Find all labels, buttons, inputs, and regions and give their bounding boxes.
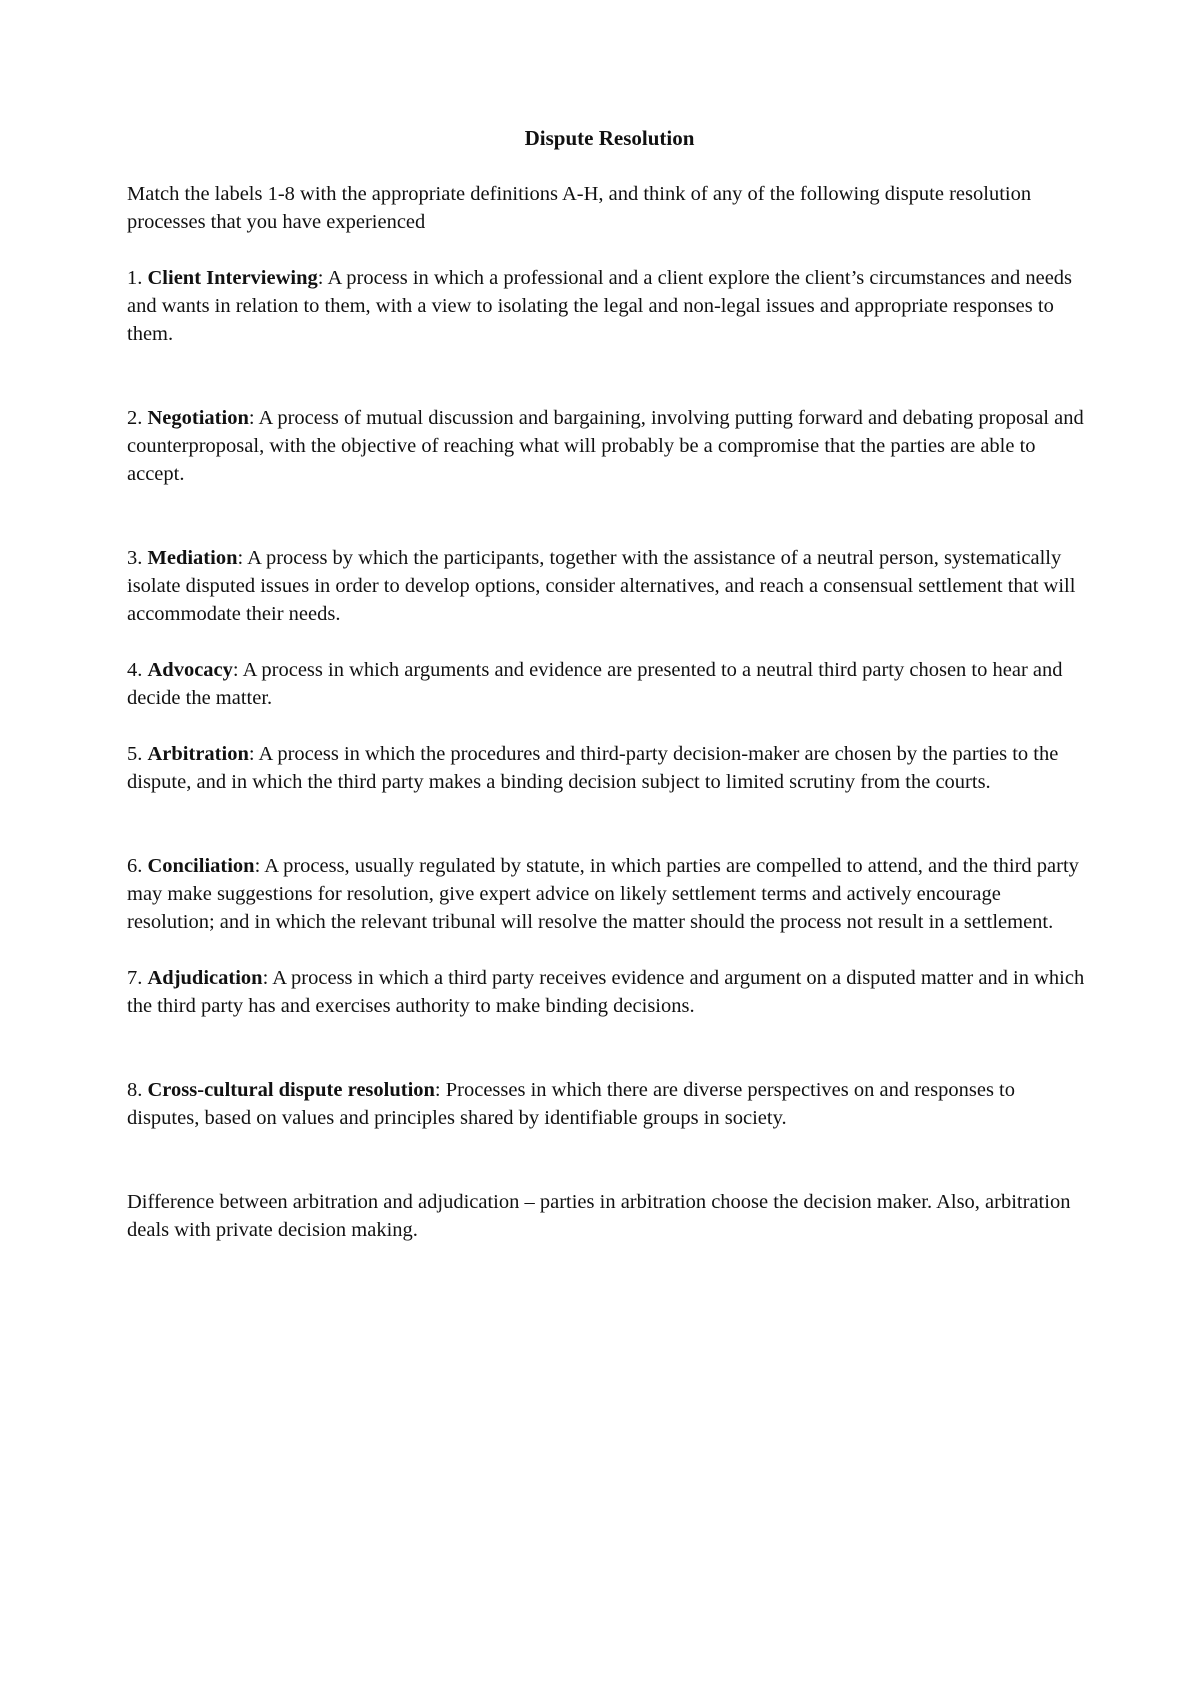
item-definition: : A process, usually regulated by statute, in which parties are compelled to attend, and the third party may make suggestions for resolution, give expert advice on likely settlement terms and actively encourage resolution; and in which the relevant tribunal will resolve the matter should the process not result in a settlement. xyxy=(127,855,1079,933)
item-term: Cross-cultural dispute resolution xyxy=(147,1079,435,1101)
item-definition: : A process by which the participants, together with the assistance of a neutral person, systematically isolate disputed issues in order to develop options, consider alternatives, and reach a consensual settlement that will accommodate their needs. xyxy=(127,547,1076,625)
item-advocacy xyxy=(127,656,1092,712)
item-number: 3. xyxy=(127,547,148,569)
item-term: Adjudication xyxy=(147,967,263,989)
item-term: Arbitration xyxy=(147,743,249,765)
item-number: 2. xyxy=(127,407,148,429)
item-number: 6. xyxy=(127,855,148,877)
item-number: 5. xyxy=(127,743,148,765)
item-term: Client Interviewing xyxy=(147,267,318,289)
document-title: Dispute Resolution xyxy=(524,126,695,150)
item-arbitration xyxy=(127,740,1092,796)
document-body xyxy=(127,124,1092,1244)
item-client-interviewing xyxy=(127,264,1092,348)
item-adjudication xyxy=(127,964,1092,1020)
intro-paragraph: Match the labels 1-8 with the appropriate definitions A-H, and think of any of the following dispute resolution processes that you have experienced xyxy=(127,183,1032,233)
item-definition: : A process in which a third party receives evidence and argument on a disputed matter and in which the third party has and exercises authority to make binding decisions. xyxy=(127,967,1085,1017)
item-number: 1. xyxy=(127,267,148,289)
item-definition: : A process in which the procedures and third-party decision-maker are chosen by the parties to the dispute, and in which the third party makes a binding decision subject to limited scrutiny from the courts. xyxy=(127,743,1059,793)
item-number: 7. xyxy=(127,967,148,989)
item-definition: : A process in which arguments and evidence are presented to a neutral third party chosen to hear and decide the matter. xyxy=(127,659,1063,709)
item-term: Conciliation xyxy=(147,855,255,877)
item-number: 4. xyxy=(127,659,148,681)
footer-note: Difference between arbitration and adjudication – parties in arbitration choose the decision maker. Also, arbitration deals with private decision making. xyxy=(127,1191,1071,1241)
item-conciliation xyxy=(127,852,1092,936)
item-number: 8. xyxy=(127,1079,148,1101)
item-definition: : A process of mutual discussion and bargaining, involving putting forward and debating proposal and counterproposal, with the objective of reaching what will probably be a compromise that the parties are able to accept. xyxy=(127,407,1084,485)
item-term: Advocacy xyxy=(147,659,233,681)
item-mediation xyxy=(127,544,1092,628)
item-term: Negotiation xyxy=(147,407,249,429)
item-negotiation xyxy=(127,404,1092,488)
item-term: Mediation xyxy=(147,547,238,569)
item-cross-cultural xyxy=(127,1076,1092,1132)
item-definition: : Processes in which there are diverse perspectives on and responses to disputes, based on values and principles shared by identifiable groups in society. xyxy=(127,1079,1016,1129)
item-definition: : A process in which a professional and a client explore the client’s circumstances and needs and wants in relation to them, with a view to isolating the legal and non-legal issues and appropriate responses to them. xyxy=(127,267,1073,345)
